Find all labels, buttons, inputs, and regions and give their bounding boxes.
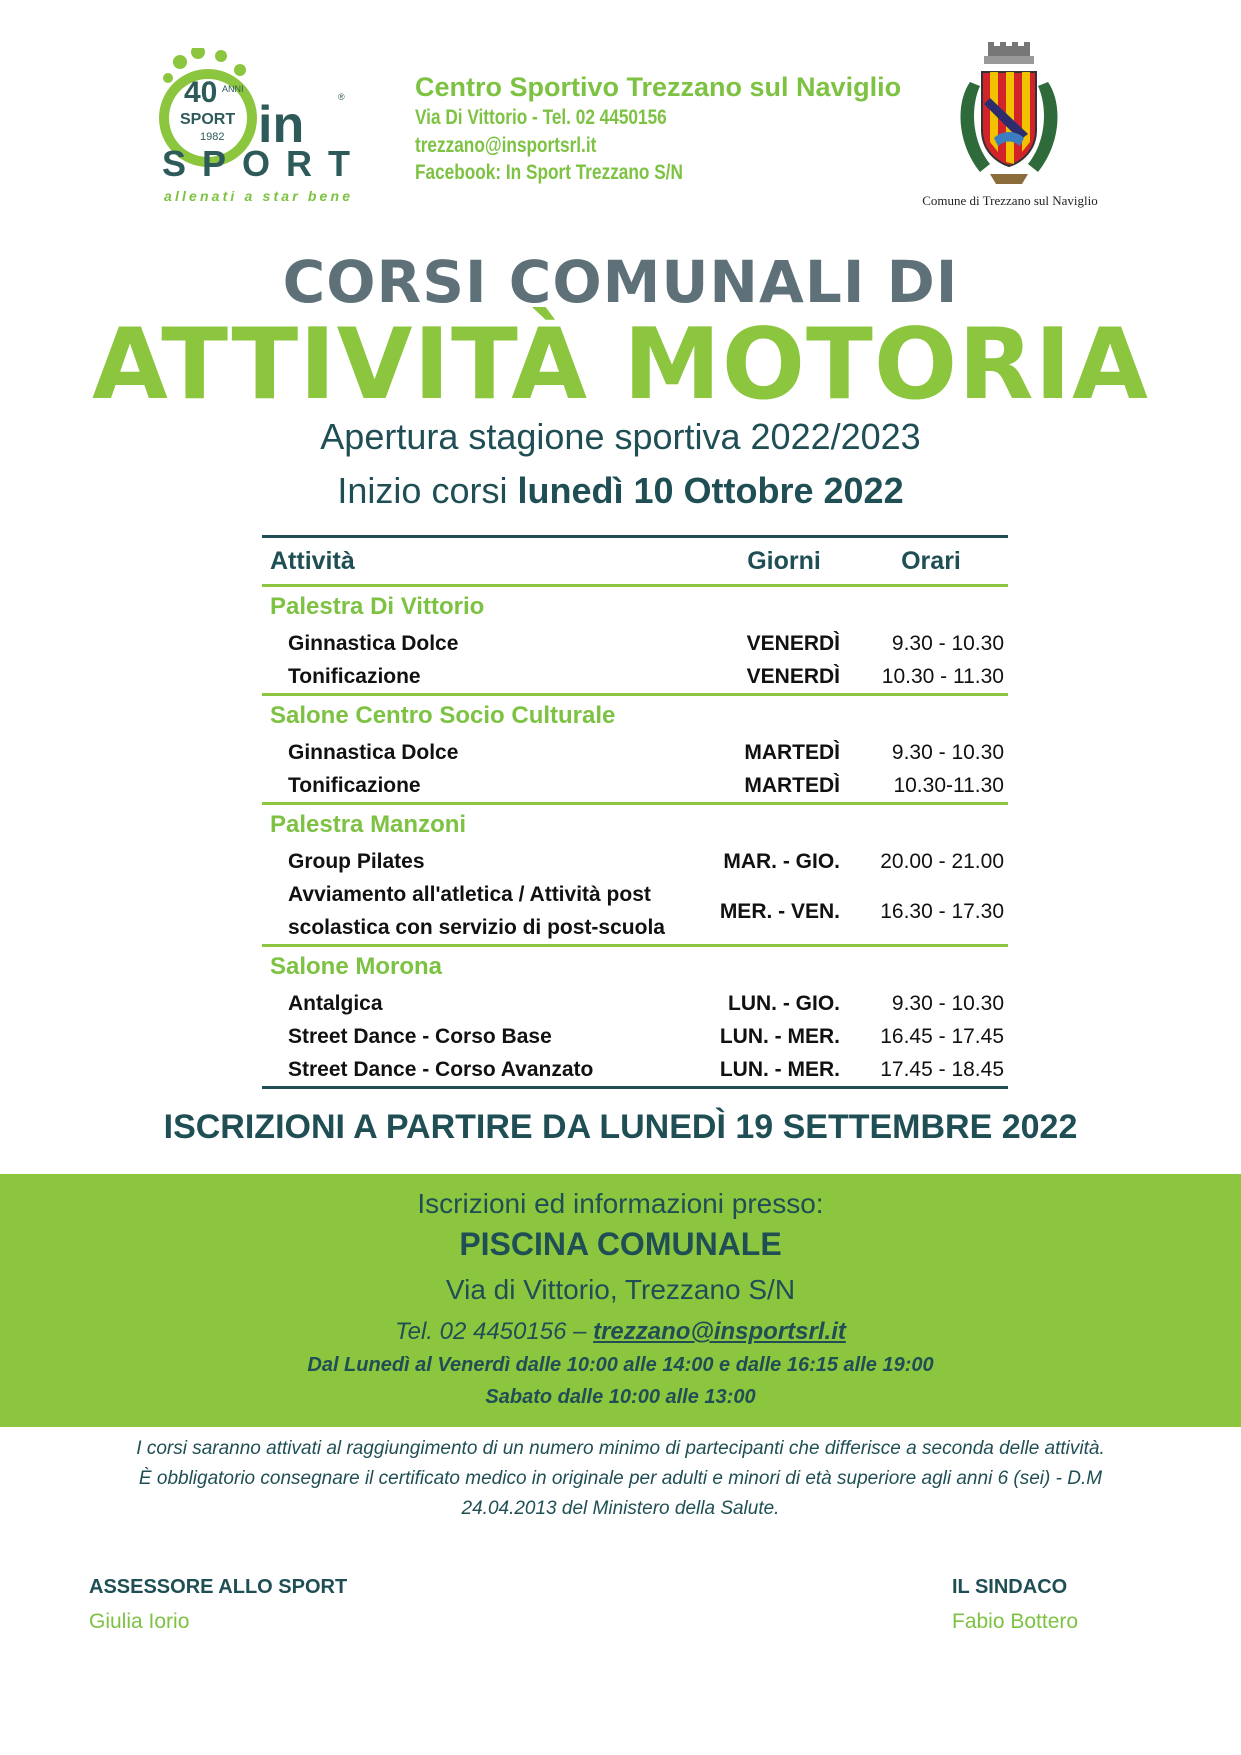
signature-name-right: Fabio Bottero <box>952 1610 1079 1633</box>
registration-banner: ISCRIZIONI A PARTIRE DA LUNEDÌ 19 SETTEMBRE 2022 <box>163 1108 1078 1146</box>
course-days: LUN. - MER. <box>719 1024 840 1048</box>
venue-salone-centro-socio-culturale: Salone Centro Socio Culturale <box>270 702 616 729</box>
info-hours-saturday: Sabato dalle 10:00 alle 13:00 <box>485 1386 756 1408</box>
course-activity: Street Dance - Corso Base <box>288 1024 552 1048</box>
course-activity-line-1: Avviamento all'atletica / Attività post <box>288 883 651 906</box>
header-days: Giorni <box>747 546 821 575</box>
course-activity: Tonificazione <box>288 664 421 688</box>
signature-role-left: ASSESSORE ALLO SPORT <box>89 1576 348 1598</box>
course-days: VENERDÌ <box>746 664 840 688</box>
table-row <box>262 845 1008 878</box>
course-hours: 9.30 - 10.30 <box>891 631 1004 655</box>
course-hours: 10.30-11.30 <box>893 773 1004 797</box>
start-prefix: Inizio corsi <box>337 470 518 511</box>
course-hours: 17.45 - 18.45 <box>880 1057 1004 1081</box>
title-line-1: CORSI COMUNALI DI <box>282 248 959 316</box>
schedule-table <box>262 535 1008 1089</box>
table-row <box>262 736 1008 769</box>
info-intro: Iscrizioni ed informazioni presso: <box>417 1188 824 1219</box>
course-days: MER. - VEN. <box>719 899 840 923</box>
start-date-line <box>0 470 1241 512</box>
course-activity: Ginnastica Dolce <box>288 631 459 655</box>
table-row <box>262 769 1008 802</box>
info-band <box>0 1174 1241 1427</box>
info-phone: Tel. 02 4450156 – <box>395 1318 594 1345</box>
logo-brand-sport: SPORT <box>162 143 350 184</box>
course-hours: 16.30 - 17.30 <box>880 899 1004 923</box>
season-subtitle: Apertura stagione sportiva 2022/2023 <box>320 416 921 457</box>
course-hours: 9.30 - 10.30 <box>891 740 1004 764</box>
info-hours-weekdays: Dal Lunedì al Venerdì dalle 10:00 alle 14:00 e dalle 16:15 alle 19:00 <box>307 1354 934 1376</box>
logo-anni-label: ANNI <box>222 84 244 94</box>
title-line-2: ATTIVITÀ MOTORIA <box>92 308 1149 422</box>
info-address: Via di Vittorio, Trezzano S/N <box>445 1274 796 1305</box>
course-activity: Tonificazione <box>288 773 421 797</box>
course-activity: Street Dance - Corso Avanzato <box>288 1057 594 1081</box>
insport-logo-icon <box>150 48 390 208</box>
course-days: VENERDÌ <box>746 631 840 655</box>
course-hours: 16.45 - 17.45 <box>880 1024 1004 1048</box>
note-line-3: 24.04.2013 del Ministero della Salute. <box>461 1498 780 1519</box>
municipal-crest-icon <box>950 42 1068 190</box>
course-activity: Group Pilates <box>288 849 425 873</box>
table-row <box>262 660 1008 693</box>
course-days: LUN. - GIO. <box>728 991 840 1015</box>
logo-brand-in: in <box>258 96 305 154</box>
course-activity <box>262 878 692 944</box>
center-facebook: Facebook: In Sport Trezzano S/N <box>415 161 683 184</box>
header-activity: Attività <box>270 546 355 575</box>
info-place: PISCINA COMUNALE <box>459 1226 782 1262</box>
venue-palestra-manzoni: Palestra Manzoni <box>270 811 467 838</box>
center-address-phone: Via Di Vittorio - Tel. 02 4450156 <box>415 106 667 129</box>
table-row <box>262 987 1008 1020</box>
comune-caption: Comune di Trezzano sul Naviglio <box>922 193 1098 208</box>
start-date: lunedì 10 Ottobre 2022 <box>517 470 904 511</box>
table-row <box>262 627 1008 660</box>
logo-since: 1982 <box>200 131 225 143</box>
header-hours: Orari <box>901 546 961 575</box>
center-name: Centro Sportivo Trezzano sul Naviglio <box>415 72 902 102</box>
note-line-2: È obbligatorio consegnare il certificato medico in originale per adulti e minori di età superiore agli anni 6 (sei) - D.M <box>138 1468 1103 1489</box>
note-line-1: I corsi saranno attivati al raggiungimento di un numero minimo di partecipanti che differisce a seconda delle attività. <box>136 1438 1105 1459</box>
table-bottom-rule <box>262 1086 1008 1089</box>
center-email: trezzano@insportsrl.it <box>415 134 597 157</box>
course-days: MARTEDÌ <box>744 773 840 797</box>
table-row <box>262 1020 1008 1053</box>
info-contact <box>0 1318 1241 1346</box>
logo-anni-number: 40 <box>184 76 218 109</box>
course-days: MAR. - GIO. <box>723 849 840 873</box>
logo-brand-small: SPORT <box>180 111 236 128</box>
logo-tagline: allenati a star bene <box>164 188 350 204</box>
table-row <box>262 1053 1008 1086</box>
course-activity-line-2: scolastica con servizio di post-scuola <box>288 916 665 939</box>
info-email-link[interactable]: trezzano@insportsrl.it <box>593 1318 846 1345</box>
course-days: LUN. - MER. <box>719 1057 840 1081</box>
signature-role-right: IL SINDACO <box>952 1576 1068 1598</box>
course-hours: 20.00 - 21.00 <box>880 849 1004 873</box>
course-hours: 10.30 - 11.30 <box>881 664 1004 688</box>
course-hours: 9.30 - 10.30 <box>891 991 1004 1015</box>
table-row <box>262 878 1008 944</box>
course-activity: Antalgica <box>288 991 383 1015</box>
venue-salone-morona: Salone Morona <box>270 953 443 980</box>
course-activity: Ginnastica Dolce <box>288 740 459 764</box>
signature-name-left: Giulia Iorio <box>89 1610 190 1633</box>
table-header-row <box>262 538 1008 584</box>
course-days: MARTEDÌ <box>744 740 840 764</box>
venue-palestra-di-vittorio: Palestra Di Vittorio <box>270 593 485 620</box>
logo-registered: ® <box>338 92 345 102</box>
notes <box>60 1434 1181 1524</box>
